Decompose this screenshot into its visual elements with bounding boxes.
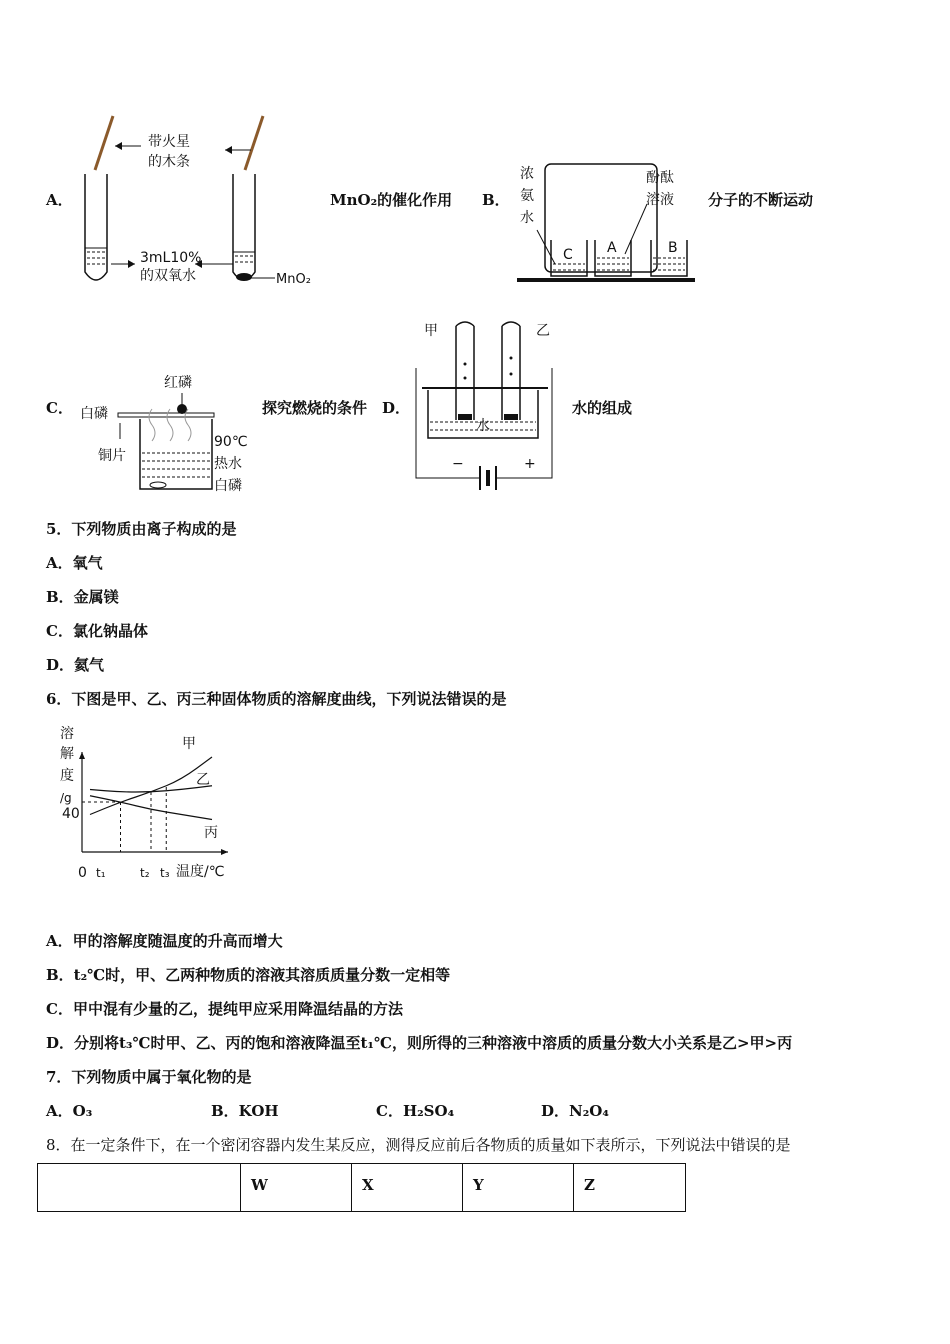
y-label-char-2: 解 — [60, 746, 74, 762]
label-ammonia-3: 水 — [520, 210, 534, 226]
figure-a-catalysis — [75, 112, 335, 292]
label-stick-2: 的木条 — [148, 154, 190, 170]
q5-stem: 5．下列物质由离子构成的是 — [46, 520, 237, 538]
label-ammonia-2: 氨 — [520, 188, 534, 204]
option-b-caption: 分子的不断运动 — [708, 191, 814, 209]
q6-option-a: A．甲的溶解度随温度的升高而增大 — [46, 932, 283, 950]
beaker-b-label: B — [668, 240, 678, 256]
q7-stem: 7．下列物质中属于氧化物的是 — [46, 1068, 252, 1086]
figure-c-combustion — [112, 385, 222, 497]
table-header-x: X — [352, 1164, 463, 1212]
label-phenol-2: 溶液 — [646, 192, 674, 208]
solubility-chart — [50, 722, 250, 890]
q6-stem: 6．下图是甲、乙、丙三种固体物质的溶解度曲线，下列说法错误的是 — [46, 690, 507, 708]
x-tick-0: 0 — [78, 865, 87, 881]
q7-option-b: B．KOH — [211, 1102, 279, 1120]
option-b-letter: B． — [482, 191, 510, 209]
label-water: 水 — [476, 418, 490, 434]
label-white-phosphorus-bottom: 白磷 — [214, 478, 242, 494]
series-label-jia: 甲 — [182, 736, 196, 752]
label-ammonia-1: 浓 — [520, 166, 534, 182]
label-stick-1: 带火星 — [148, 134, 190, 150]
table-header-z: Z — [574, 1164, 686, 1212]
table-header-blank — [38, 1164, 241, 1212]
option-c-letter: C． — [46, 399, 73, 417]
q6-option-d: D．分别将t₃℃时甲、乙、丙的饱和溶液降温至t₁℃，则所得的三种溶液中溶质的质量分数大小关系是乙>甲>丙 — [46, 1034, 793, 1052]
x-axis-arrow — [221, 849, 228, 855]
x-axis-label: 温度/℃ — [176, 864, 225, 880]
x-tick-t3: t₃ — [160, 866, 170, 880]
q5-option-b: B．金属镁 — [46, 588, 119, 606]
q6-option-b: B．t₂℃时，甲、乙两种物质的溶液其溶质质量分数一定相等 — [46, 966, 451, 984]
label-temperature: 90℃ — [214, 434, 248, 450]
mass-table — [37, 1163, 686, 1212]
label-liquid-2: 的双氧水 — [140, 268, 196, 284]
option-c-caption: 探究燃烧的条件 — [262, 399, 368, 417]
option-d-caption: 水的组成 — [572, 399, 633, 417]
y-label-char-3: 度 — [60, 768, 74, 784]
label-catalyst: MnO₂ — [276, 272, 311, 287]
option-d-letter: D． — [382, 399, 411, 417]
beaker-c-label: C — [563, 247, 573, 263]
q7-option-c: C．H₂SO₄ — [376, 1102, 455, 1120]
q6-option-c: C．甲中混有少量的乙，提纯甲应采用降温结晶的方法 — [46, 1000, 403, 1018]
y-label-char-4: /g — [60, 791, 72, 805]
option-a-caption: MnO₂的催化作用 — [330, 191, 453, 209]
label-white-phosphorus-top: 白磷 — [80, 406, 108, 422]
label-tube-yi: 乙 — [536, 323, 550, 339]
label-minus: − — [452, 456, 464, 472]
label-liquid-1: 3mL10% — [140, 250, 202, 266]
label-hot-water: 热水 — [214, 456, 242, 472]
q7-option-d: D．N₂O₄ — [541, 1102, 609, 1120]
y-axis-arrow — [79, 752, 85, 759]
option-a-letter: A． — [46, 191, 73, 209]
table-header-w: W — [241, 1164, 352, 1212]
q5-option-a: A．氧气 — [46, 554, 103, 572]
series-label-yi: 乙 — [196, 772, 210, 788]
q7-option-a: A．O₃ — [46, 1102, 93, 1120]
y-tick-40: 40 — [62, 806, 80, 822]
label-phenol-1: 酚酞 — [646, 170, 674, 186]
label-tube-jia: 甲 — [424, 323, 438, 339]
q5-option-c: C．氯化钠晶体 — [46, 622, 148, 640]
q8-stem: 8．在一定条件下，在一个密闭容器内发生某反应，测得反应前后各物质的质量如下表所示，下列说法中错误的是 — [46, 1136, 791, 1154]
q5-option-d: D．氦气 — [46, 656, 105, 674]
series-label-bing: 丙 — [204, 825, 218, 841]
x-tick-t2: t₂ — [140, 866, 150, 880]
y-label-char-1: 溶 — [60, 726, 74, 742]
beaker-a-label: A — [607, 240, 617, 256]
label-red-phosphorus: 红磷 — [164, 375, 192, 391]
label-copper: 铜片 — [98, 448, 126, 464]
label-plus: + — [524, 456, 536, 472]
table-header-y: Y — [463, 1164, 574, 1212]
table-row — [38, 1164, 686, 1212]
x-tick-t1: t₁ — [96, 866, 106, 880]
